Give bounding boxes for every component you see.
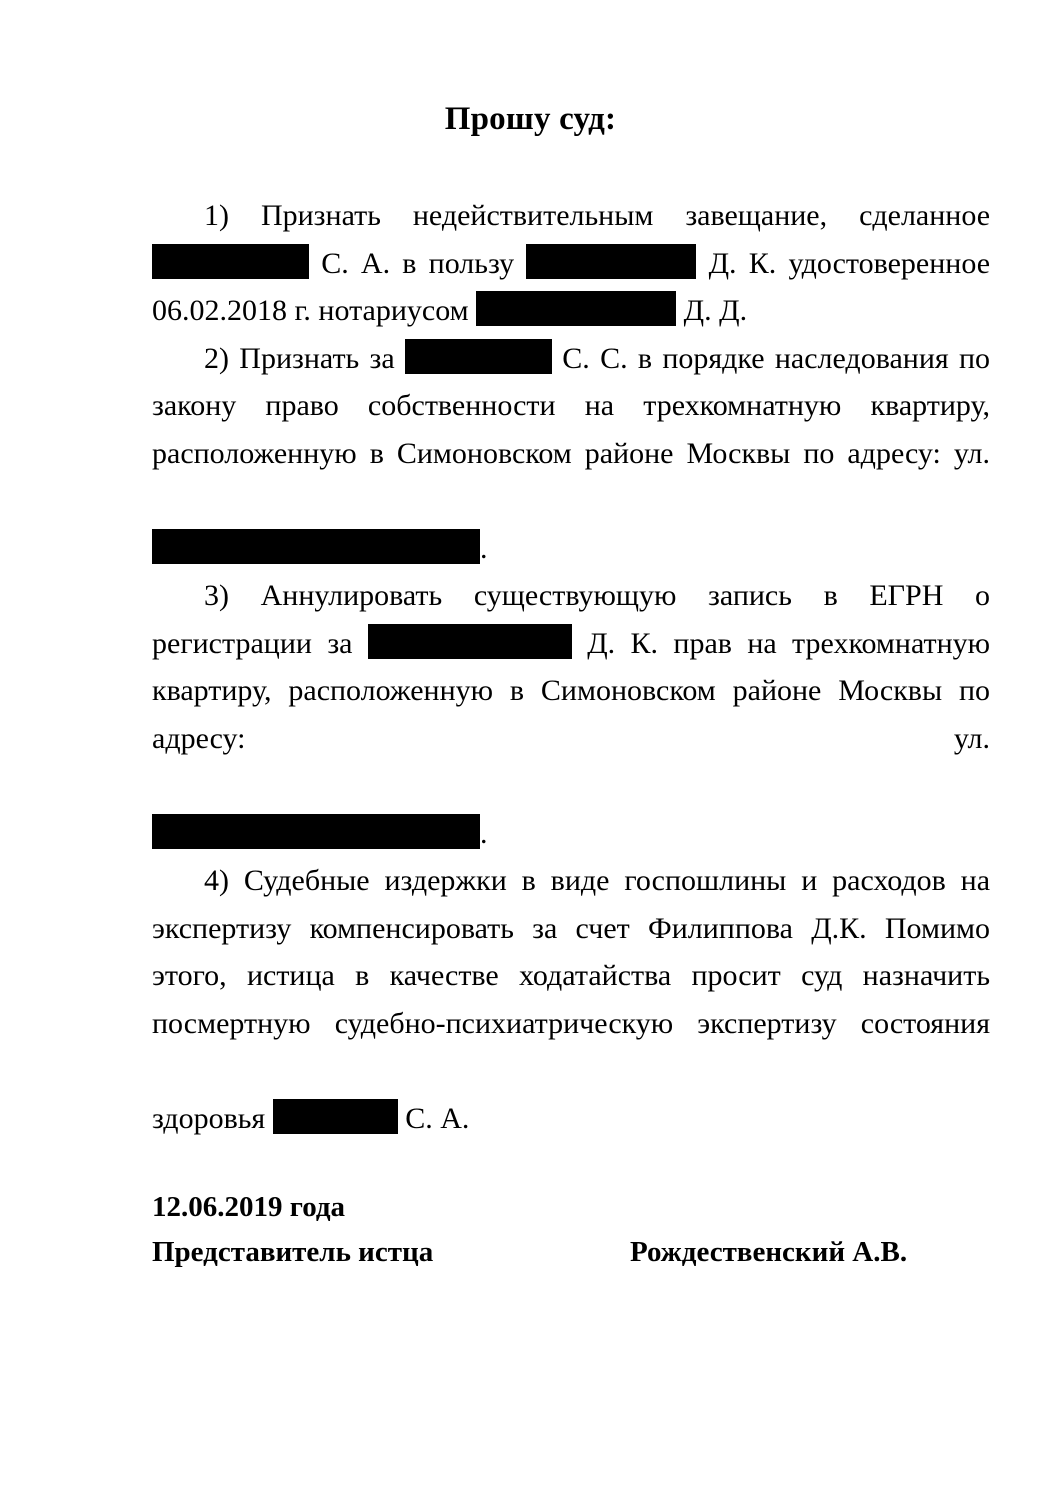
- redaction-bar-testator-name: [152, 244, 309, 279]
- claim-2-line3-word2: квартиру, расположенную: [152, 389, 991, 470]
- claim-2-period: .: [480, 531, 488, 565]
- footer-role-label: Представитель истца: [152, 1236, 434, 1268]
- claim-3-redaction-address-group: [152, 817, 488, 850]
- redaction-bar-deceased-name: [273, 1099, 398, 1134]
- claim-1-line2-word3: Д. К.: [708, 246, 777, 280]
- claim-4-line5: судебно-психиатрическую экспертизу состояния: [334, 1006, 990, 1040]
- claim-1-line3-date: 06.02.2018: [152, 294, 287, 327]
- footer-signer-name: Рождественский А.В.: [630, 1236, 908, 1268]
- claim-paragraph-3: [152, 572, 990, 857]
- claim-1-line3-word2: г.: [294, 294, 311, 327]
- claim-3-line2-word3: прав: [673, 626, 732, 660]
- redaction-bar-notary-name: [476, 291, 676, 326]
- footer-signature-row: [152, 1230, 990, 1275]
- claim-2-redaction-address-group: [152, 532, 488, 565]
- claim-3-line2-word2: за: [327, 626, 353, 660]
- document-body: [152, 192, 990, 1142]
- claim-4-redaction-deceased-group: [273, 1102, 398, 1135]
- claim-2-redaction-heir-group: [405, 342, 552, 375]
- redaction-bar-registrant-name: [368, 624, 572, 659]
- claim-3-line1: Аннулировать существующую запись в ЕГРН о: [260, 579, 991, 612]
- claim-1-line4-initials: Д. Д.: [683, 294, 748, 327]
- redaction-bar-beneficiary-name: [526, 244, 696, 279]
- claim-paragraph-1: [152, 192, 990, 335]
- claim-3-line3-word3: расположенную: [288, 674, 494, 707]
- claim-2-line2: наследования по закону право собственности на: [152, 341, 991, 422]
- claim-4-line4: ходатайства просит суд назначить посмертную: [152, 959, 990, 1040]
- document-footer: [152, 1185, 990, 1275]
- claim-3-line4: Симоновском районе Москвы по адресу: ул.: [152, 674, 990, 755]
- claim-4-number: 4): [204, 864, 229, 897]
- claim-2-line4: Симоновском районе Москвы по адресу: ул.: [396, 436, 991, 470]
- claim-3-line2-word4: на: [747, 626, 777, 660]
- claim-2-line3-word3: в: [369, 436, 384, 470]
- claim-2-line1-initial2: С.: [600, 341, 628, 375]
- claim-4-line2: расходов на экспертизу компенсировать за счет: [152, 864, 991, 945]
- claim-1-line1-word3: завещание,: [685, 199, 828, 232]
- claim-1-redaction-notary-group: [476, 294, 676, 327]
- claim-3-line2-initial2: К.: [630, 626, 659, 660]
- claim-4-line3: Филиппова Д.К. Помимо этого, истица в качестве: [152, 911, 990, 992]
- claim-4-line1: Судебные издержки в виде госпошлины и: [243, 864, 818, 897]
- footer-date: 12.06.2019 года: [152, 1191, 346, 1223]
- redaction-bar-address: [152, 814, 480, 849]
- redaction-bar-heir-name: [405, 339, 552, 374]
- claim-3-line3-word1: трехкомнатную: [792, 626, 991, 660]
- claim-2-line1-word3: в: [637, 341, 653, 375]
- claim-3-redaction-registrant-group: [368, 627, 572, 660]
- claim-1-line2-word2: С. А. в пользу: [321, 246, 515, 280]
- claim-1-redaction-beneficiary-group: [526, 247, 696, 280]
- claim-4-line6-initials: С. А.: [405, 1101, 470, 1135]
- claim-3-line2-word1: регистрации: [152, 626, 312, 660]
- claim-1-line2-word1: сделанное: [859, 199, 991, 232]
- claim-1-number: 1): [204, 199, 229, 232]
- claim-2-line1-word4: порядке: [662, 341, 765, 375]
- claim-2-line3-word1: трехкомнатную: [643, 389, 842, 422]
- claim-4-line6-word1: здоровья: [152, 1101, 266, 1135]
- claim-3-line2-initial1: Д.: [587, 626, 616, 660]
- claim-paragraph-2: [152, 335, 990, 573]
- claim-2-line1-word2: за: [369, 341, 395, 375]
- claim-1-redaction-testator-group: [152, 247, 309, 280]
- page-title: Прошу суд:: [444, 101, 617, 137]
- claim-1-line1-word2: недействительным: [412, 199, 654, 232]
- claim-2-line1-initial1: С.: [562, 341, 590, 375]
- claim-2-number: 2): [204, 341, 229, 375]
- claim-3-period: .: [480, 816, 488, 850]
- claim-paragraph-4: [152, 857, 990, 1142]
- claim-1-line3-word3: нотариусом: [318, 294, 469, 327]
- claim-3-line3-word2: квартиру,: [152, 674, 272, 707]
- claim-1-line1-word1: Признать: [260, 199, 381, 232]
- claim-3-line3-word4: в: [509, 674, 525, 707]
- claim-2-line1-word1: Признать: [239, 341, 360, 375]
- claim-3-number: 3): [204, 579, 229, 612]
- redaction-bar-address: [152, 529, 480, 564]
- claim-1-line3-word1: удостоверенное: [788, 246, 991, 280]
